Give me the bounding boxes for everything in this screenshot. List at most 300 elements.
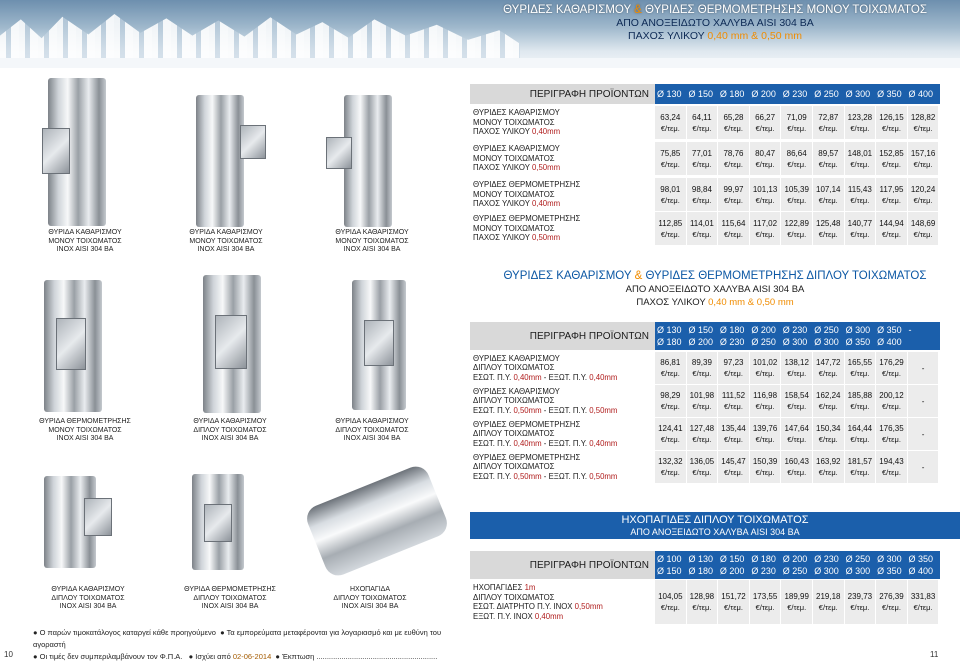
s2-desc-l2: ΔΙΠΛΟΥ ΤΟΙΧΩΜΑΤΟΣ: [473, 363, 555, 373]
price-value: 164,44: [847, 424, 873, 433]
price-value: 64,11: [692, 112, 712, 122]
header-banner: [0, 0, 960, 68]
s3-subtitle: ΑΠΟ ΑΝΟΞΕΙΔΩΤΟ ΧΑΛΥΒΑ AISI 304 BA: [630, 527, 800, 537]
s2-desc-l1: ΘΥΡΙΔΕΣ ΚΑΘΑΡΙΣΜΟΥ: [473, 386, 560, 396]
price-value: 105,39: [784, 184, 809, 194]
price-cell: [908, 106, 940, 139]
price-value: 148,69: [910, 218, 936, 228]
price-value: 66,27: [755, 112, 776, 122]
price-value: 89,39: [691, 358, 712, 367]
product-image-6: [352, 280, 406, 410]
price-value: 78,76: [723, 148, 744, 158]
price-cell: [718, 418, 750, 450]
caption-line: INOX AISI 304 BA: [341, 603, 399, 610]
s2-desc-b2: 0,40mm: [589, 372, 618, 382]
s2-desc-b1: ΕΞΩΤ. Π.Υ.: [548, 405, 588, 415]
product-image-9: [303, 462, 451, 579]
caption-line: ΘΥΡΙΔΑ ΚΑΘΑΡΙΣΜΟΥ: [335, 229, 409, 236]
diameter-cell: Ø 230: [782, 89, 808, 99]
s3-desc-l4b: 0,40mm: [534, 611, 564, 621]
s1-desc-l2: ΜΟΝΟΥ ΤΟΙΧΩΜΑΤΟΣ: [473, 223, 555, 233]
price-cell: [908, 580, 940, 624]
caption-line: ΜΟΝΟΥ ΤΟΙΧΩΜΑΤΟΣ: [335, 237, 409, 245]
s1-desc-l3b: 0,50mm: [531, 163, 561, 173]
s1-product-row: [470, 178, 939, 211]
price-cell: [750, 580, 782, 624]
price-cell: [908, 212, 940, 245]
price-value: 148,01: [847, 148, 873, 158]
currency-label: €/τεμ.: [787, 369, 807, 378]
price-cell: [687, 451, 719, 483]
s1-desc-l3a: ΠΑΧΟΣ ΥΛΙΚΟΥ: [473, 127, 530, 137]
s2-product-row: [470, 352, 939, 384]
price-value: 75,85: [660, 148, 681, 158]
s2-desc-l2: ΔΙΠΛΟΥ ΤΟΙΧΩΜΑΤΟΣ: [473, 396, 555, 406]
price-cell: [845, 142, 877, 175]
currency-label: €/τεμ.: [692, 603, 712, 612]
price-value: 116,98: [753, 391, 778, 400]
price-value: 72,87: [818, 112, 839, 122]
s2-desc-a2: 0,40mm: [513, 372, 542, 382]
price-cell: [813, 385, 845, 417]
currency-label: €/τεμ.: [755, 229, 775, 239]
currency-label: €/τεμ.: [818, 195, 838, 205]
price-cell: [781, 418, 813, 450]
price-cell: [781, 178, 813, 211]
price-cell: [813, 106, 845, 139]
s1-row-desc: [470, 106, 655, 139]
price-cell: [718, 142, 750, 175]
price-value: 132,32: [658, 457, 683, 466]
page-number-left: 10: [4, 650, 13, 659]
price-value: 122,89: [784, 218, 809, 228]
s2-price-cells: [655, 385, 939, 417]
price-cell: [687, 385, 719, 417]
caption-line: ΘΥΡΙΔΑ ΚΑΘΑΡΙΣΜΟΥ: [48, 229, 122, 236]
price-cell: [781, 352, 813, 384]
price-cell: [876, 178, 908, 211]
s1-desc-l3: [473, 163, 655, 173]
currency-label: €/τεμ.: [850, 159, 870, 169]
s2-desc-b1: ΕΞΩΤ. Π.Υ.: [548, 471, 588, 481]
price-cell: [781, 385, 813, 417]
price-value: 163,92: [816, 457, 841, 466]
price-cell: [876, 212, 908, 245]
price-cell: [750, 142, 782, 175]
currency-label: €/τεμ.: [787, 159, 807, 169]
currency-label: €/τεμ.: [724, 195, 743, 205]
price-cell: [718, 178, 750, 211]
product-image-3: [344, 95, 392, 227]
caption-line: INOX AISI 304 BA: [201, 603, 259, 610]
price-cell: [655, 352, 687, 384]
currency-label: €/τεμ.: [850, 468, 870, 477]
header-line2: ΑΠΟ ΑΝΟΞΕΙΔΩΤΟ ΧΑΛΥΒΑ AISI 304 BA: [616, 17, 814, 29]
caption-line: ΘΥΡΙΔΑ ΚΑΘΑΡΙΣΜΟΥ: [193, 418, 267, 425]
price-value: 101,02: [752, 358, 778, 367]
s1-row-desc: [470, 142, 655, 175]
currency-label: €/τεμ.: [881, 159, 901, 169]
s2-price-cells: [655, 418, 939, 450]
s3-header-row: [470, 551, 940, 579]
price-cell: [687, 352, 719, 384]
price-value: 98,29: [660, 391, 681, 400]
diameter-cell: Ø 130: [688, 554, 713, 564]
price-value: 117,95: [879, 184, 904, 194]
price-value: 104,05: [658, 592, 683, 601]
header-line3-b: 0,40 mm & 0,50 mm: [707, 30, 802, 42]
diameter-cell: Ø 230: [814, 554, 839, 564]
currency-label: €/τεμ.: [755, 468, 775, 477]
s2-line2: ΑΠΟ ΑΝΟΞΕΙΔΩΤΟ ΧΑΛΥΒΑ AISI 304 BA: [625, 284, 805, 295]
currency-label: €/τεμ.: [692, 369, 712, 378]
price-value: 71,09: [786, 112, 807, 122]
price-value: 176,35: [879, 424, 904, 433]
price-cell: [813, 451, 845, 483]
price-value: 140,77: [847, 218, 873, 228]
s1-product-row: [470, 106, 939, 139]
currency-label: €/τεμ.: [787, 123, 807, 133]
price-value: 185,88: [847, 391, 873, 400]
price-cell: [781, 451, 813, 483]
caption-line: ΔΙΠΛΟΥ ΤΟΙΧΩΜΑΤΟΣ: [51, 594, 125, 602]
price-cell: [750, 418, 782, 450]
currency-label: €/τεμ.: [818, 123, 838, 133]
currency-label: €/τεμ.: [787, 435, 807, 444]
currency-label: €/τεμ.: [724, 159, 743, 169]
snow-ground: [0, 58, 960, 68]
s1-price-cells: [655, 178, 939, 211]
footer-note2b-a: Ισχύει από: [195, 652, 231, 661]
s3-desc-l4a: ΕΞΩΤ. Π.Υ. INOX: [473, 611, 533, 621]
currency-label: €/τεμ.: [818, 369, 838, 378]
s1-desc-l3a: ΠΑΧΟΣ ΥΛΙΚΟΥ: [473, 199, 530, 209]
door-panel: [42, 128, 70, 174]
s2-desc-l2: ΔΙΠΛΟΥ ΤΟΙΧΩΜΑΤΟΣ: [473, 462, 555, 472]
price-value: 120,24: [910, 184, 936, 194]
diameter-cell: Ø 300: [814, 337, 839, 347]
currency-label: €/τεμ.: [660, 435, 680, 444]
s1-desc-l3b: 0,40mm: [531, 127, 561, 137]
caption-line: ΜΟΝΟΥ ΤΟΙΧΩΜΑΤΟΣ: [48, 426, 122, 434]
s2-row-desc: [470, 385, 655, 417]
price-value: 117,02: [753, 218, 778, 228]
price-cell: [750, 212, 782, 245]
caption-line: ΔΙΠΛΟΥ ΤΟΙΧΩΜΑΤΟΣ: [193, 426, 267, 434]
currency-label: €/τεμ.: [755, 369, 775, 378]
door-panel: [84, 498, 112, 536]
price-cell: [655, 451, 687, 483]
product-image-4: [44, 280, 102, 412]
diameter-cell: Ø 180: [751, 554, 776, 564]
currency-label: €/τεμ.: [692, 229, 712, 239]
door-panel: [364, 320, 394, 366]
footer-note1: Ο παρών τιμοκατάλογος καταργεί κάθε προηγούμενο: [39, 628, 216, 637]
s1-product-row: [470, 212, 939, 245]
diameter-cell: Ø 300: [877, 554, 902, 564]
currency-label: €/τεμ.: [755, 402, 775, 411]
currency-label: €/τεμ.: [660, 195, 680, 205]
s1-row-desc: [470, 212, 655, 245]
price-value: 101,13: [752, 184, 778, 194]
diameter-cell: Ø 250: [782, 566, 808, 576]
currency-label: €/τεμ.: [818, 159, 838, 169]
price-value: 152,85: [879, 148, 904, 158]
page-number-right: 11: [930, 650, 939, 659]
s2-title-b: ΘΥΡΙΔΕΣ ΘΕΡΜΟΜΕΤΡΗΣΗΣ ΔΙΠΛΟΥ ΤΟΙΧΩΜΑΤΟΣ: [645, 270, 927, 282]
caption-line: INOX AISI 304 BA: [59, 603, 117, 610]
currency-label: €/τεμ.: [724, 369, 743, 378]
s3-desc-l3a: ΕΣΩΤ. ΔΙΑΤΡΗΤΟ Π.Υ. INOX: [473, 602, 573, 611]
s2-desc-a1: ΕΣΩΤ. Π.Υ.: [473, 438, 512, 448]
price-cell: [655, 178, 687, 211]
s2-product-row: [470, 451, 939, 483]
price-cell: [876, 385, 908, 417]
price-value: 77,01: [691, 148, 712, 158]
price-value: 114,01: [689, 218, 714, 228]
footer-note1b: Τα εμπορεύματα μεταφέρονται για λογαριασμό και με ευθύνη του αγοραστή: [33, 628, 442, 649]
s2-desc-b1: ΕΞΩΤ. Π.Υ.: [548, 438, 588, 448]
caption-s3-3: [310, 586, 430, 612]
currency-label: €/τεμ.: [660, 468, 680, 477]
price-cell: [908, 352, 940, 384]
header-line1-b: ΘΥΡΙΔΕΣ ΘΕΡΜΟΜΕΤΡΗΣΗΣ ΜΟΝΟΥ ΤΟΙΧΩΜΑΤΟΣ: [645, 4, 927, 16]
s1-desc-l3: [473, 127, 655, 137]
product-image-1: [48, 78, 106, 226]
price-cell: [845, 451, 877, 483]
s1-desc-l1: ΘΥΡΙΔΕΣ ΚΑΘΑΡΙΣΜΟΥ: [473, 144, 560, 154]
currency-label: €/τεμ.: [881, 123, 901, 133]
currency-label: €/τεμ.: [913, 123, 933, 133]
price-cell: [845, 385, 877, 417]
price-value: -: [921, 462, 925, 472]
price-value: 97,23: [723, 358, 744, 367]
diameter-cell: Ø 230: [719, 337, 745, 347]
s1-desc-l2: ΜΟΝΟΥ ΤΟΙΧΩΜΑΤΟΣ: [473, 189, 555, 199]
section2-title: [470, 270, 960, 309]
price-cell: [876, 418, 908, 450]
header-title: [470, 4, 960, 43]
s2-diameter-header: [655, 322, 940, 350]
s3-desc-l1b: 1m: [524, 583, 536, 592]
price-value: 331,83: [910, 592, 936, 601]
caption-s2-3: [312, 418, 432, 444]
currency-label: €/τεμ.: [913, 603, 933, 612]
price-cell: [908, 385, 940, 417]
footer-note2b-b: 02-06-2014: [232, 652, 272, 661]
caption-line: ΜΟΝΟΥ ΤΟΙΧΩΜΑΤΟΣ: [48, 237, 122, 245]
price-cell: [876, 580, 908, 624]
price-value: 144,94: [879, 218, 904, 228]
price-cell: [750, 451, 782, 483]
s2-desc-a2: 0,50mm: [513, 405, 542, 415]
s2-desc-b2: 0,40mm: [589, 438, 618, 448]
price-cell: [813, 418, 845, 450]
currency-label: €/τεμ.: [787, 229, 807, 239]
price-cell: [813, 142, 845, 175]
price-value: 136,05: [689, 457, 715, 466]
price-value: 219,18: [816, 592, 841, 601]
s2-desc-l1: ΘΥΡΙΔΕΣ ΘΕΡΜΟΜΕΤΡΗΣΗΣ: [473, 419, 581, 429]
price-cell: [655, 212, 687, 245]
door-panel: [204, 504, 232, 542]
currency-label: €/τεμ.: [787, 402, 807, 411]
currency-label: €/τεμ.: [881, 603, 901, 612]
price-cell: [845, 418, 877, 450]
s2-desc-a1: ΕΣΩΤ. Π.Υ.: [473, 471, 512, 481]
price-cell: [813, 352, 845, 384]
currency-label: €/τεμ.: [881, 229, 901, 239]
diameter-cell: Ø 150: [688, 325, 713, 335]
currency-label: €/τεμ.: [850, 402, 870, 411]
s3-row-desc: [470, 580, 655, 624]
price-value: 126,15: [879, 112, 904, 122]
price-value: 86,81: [660, 358, 681, 367]
price-cell: [687, 178, 719, 211]
caption-line: ΘΥΡΙΔΑ ΚΑΘΑΡΙΣΜΟΥ: [189, 229, 263, 236]
price-value: 115,64: [721, 218, 746, 228]
price-cell: [687, 212, 719, 245]
currency-label: €/τεμ.: [787, 468, 807, 477]
header-line1-a: ΘΥΡΙΔΕΣ ΚΑΘΑΡΙΣΜΟΥ: [503, 4, 631, 16]
currency-label: €/τεμ.: [724, 468, 743, 477]
s1-desc-l3: [473, 233, 655, 243]
diameter-cell: Ø 250: [814, 325, 839, 335]
s2-desc-sep: -: [543, 438, 547, 448]
currency-label: €/τεμ.: [850, 195, 870, 205]
s2-line3-b: 0,40 mm & 0,50 mm: [708, 297, 794, 308]
currency-label: €/τεμ.: [692, 468, 712, 477]
price-value: 123,28: [847, 112, 873, 122]
price-cell: [750, 352, 782, 384]
price-value: 127,48: [689, 424, 715, 433]
product-image-8: [192, 474, 244, 570]
price-cell: [781, 106, 813, 139]
price-value: 111,52: [721, 391, 746, 400]
price-cell: [908, 451, 940, 483]
diameter-cell: Ø 300: [782, 337, 808, 347]
diameter-cell: Ø 200: [688, 337, 713, 347]
diameter-cell: [909, 336, 940, 348]
product-image-5: [203, 275, 261, 413]
caption-s3-1: [28, 586, 148, 612]
currency-label: €/τεμ.: [755, 159, 775, 169]
s2-price-cells: [655, 451, 939, 483]
s1-product-row: [470, 142, 939, 175]
diameter-cell: Ø 150: [688, 89, 713, 99]
price-value: 101,98: [689, 391, 715, 400]
diameter-cell: Ø 300: [814, 566, 839, 576]
currency-label: €/τεμ.: [818, 435, 838, 444]
door-panel: [56, 318, 86, 370]
s3-desc-l3b: 0,50mm: [574, 602, 603, 611]
diameter-cell: Ø 130: [657, 325, 682, 335]
price-cell: [655, 106, 687, 139]
price-cell: [687, 418, 719, 450]
caption-s1-1: [25, 229, 145, 255]
s2-desc-sep: -: [543, 405, 547, 415]
price-value: 173,55: [752, 592, 778, 601]
diameter-cell: Ø 150: [657, 566, 682, 576]
price-cell: [655, 580, 687, 624]
diameter-cell: Ø 300: [845, 325, 871, 335]
footer-line1: ● Ο παρών τιμοκατάλογος καταργεί κάθε προηγούμενο ● Τα εμπορεύματα μεταφέρονται για λογαριασμό και με ευθύνη του αγοραστή: [33, 628, 442, 649]
s2-desc-b2: 0,50mm: [589, 471, 618, 481]
header-line1-amp: &: [634, 4, 642, 16]
price-cell: [750, 385, 782, 417]
currency-label: €/τεμ.: [881, 435, 901, 444]
s2-title-a: ΘΥΡΙΔΕΣ ΚΑΘΑΡΙΣΜΟΥ: [503, 270, 632, 282]
price-cell: [876, 451, 908, 483]
price-value: 194,43: [879, 457, 904, 466]
price-value: 107,14: [816, 184, 841, 194]
diameter-cell: Ø 350: [877, 566, 902, 576]
price-value: 145,47: [721, 457, 746, 466]
currency-label: €/τεμ.: [755, 123, 775, 133]
caption-line: ΔΙΠΛΟΥ ΤΟΙΧΩΜΑΤΟΣ: [335, 426, 409, 434]
s1-header-row: [470, 84, 940, 104]
currency-label: €/τεμ.: [913, 159, 933, 169]
s2-row-desc: [470, 352, 655, 384]
price-cell: [845, 212, 877, 245]
caption-line: ΔΙΠΛΟΥ ΤΟΙΧΩΜΑΤΟΣ: [193, 594, 267, 602]
diameter-cell: Ø 400: [908, 89, 934, 99]
s2-row-desc: [470, 418, 655, 450]
section3-title: [470, 512, 960, 539]
s3-price-cells: [655, 580, 939, 624]
caption-s1-2: [166, 229, 286, 255]
price-value: 89,57: [818, 148, 839, 158]
s2-desc-sep: -: [543, 471, 547, 481]
s2-row-desc: [470, 451, 655, 483]
caption-line: ΔΙΠΛΟΥ ΤΟΙΧΩΜΑΤΟΣ: [333, 594, 407, 602]
price-cell: [750, 106, 782, 139]
caption-s2-2: [170, 418, 290, 444]
price-cell: [655, 385, 687, 417]
s2-title-amp: &: [634, 270, 643, 282]
s3-product-row: [470, 580, 939, 624]
s2-line3-a: ΠΑΧΟΣ ΥΛΙΚΟΥ: [636, 297, 706, 308]
s2-header-row: [470, 322, 940, 350]
diameter-cell: Ø 400: [908, 566, 934, 576]
header-line3-a: ΠΑΧΟΣ ΥΛΙΚΟΥ: [628, 30, 705, 42]
s2-price-cells: [655, 352, 939, 384]
s1-desc-l1: ΘΥΡΙΔΕΣ ΘΕΡΜΟΜΕΤΡΗΣΗΣ: [473, 180, 581, 190]
s3-desc-l1a: ΗΧΟΠΑΓΙΔΕΣ: [473, 583, 523, 592]
product-image-7: [44, 476, 96, 568]
diameter-cell: Ø 230: [782, 325, 808, 335]
price-value: 162,24: [816, 391, 841, 400]
price-cell: [908, 418, 940, 450]
price-value: -: [921, 363, 925, 373]
price-cell: [655, 418, 687, 450]
currency-label: €/τεμ.: [755, 603, 775, 612]
diameter-cell: Ø 350: [877, 325, 902, 335]
price-cell: [718, 106, 750, 139]
price-value: 189,99: [784, 592, 809, 601]
currency-label: €/τεμ.: [692, 402, 712, 411]
s2-desc-l1: ΘΥΡΙΔΕΣ ΚΑΘΑΡΙΣΜΟΥ: [473, 353, 560, 363]
currency-label: €/τεμ.: [692, 123, 712, 133]
price-value: 239,73: [847, 592, 873, 601]
price-cell: [813, 178, 845, 211]
diameter-cell: -: [908, 325, 912, 335]
price-cell: [718, 212, 750, 245]
price-value: 138,12: [784, 358, 809, 367]
s1-desc-l3: [473, 199, 655, 209]
price-cell: [845, 352, 877, 384]
price-value: 115,43: [847, 184, 872, 194]
